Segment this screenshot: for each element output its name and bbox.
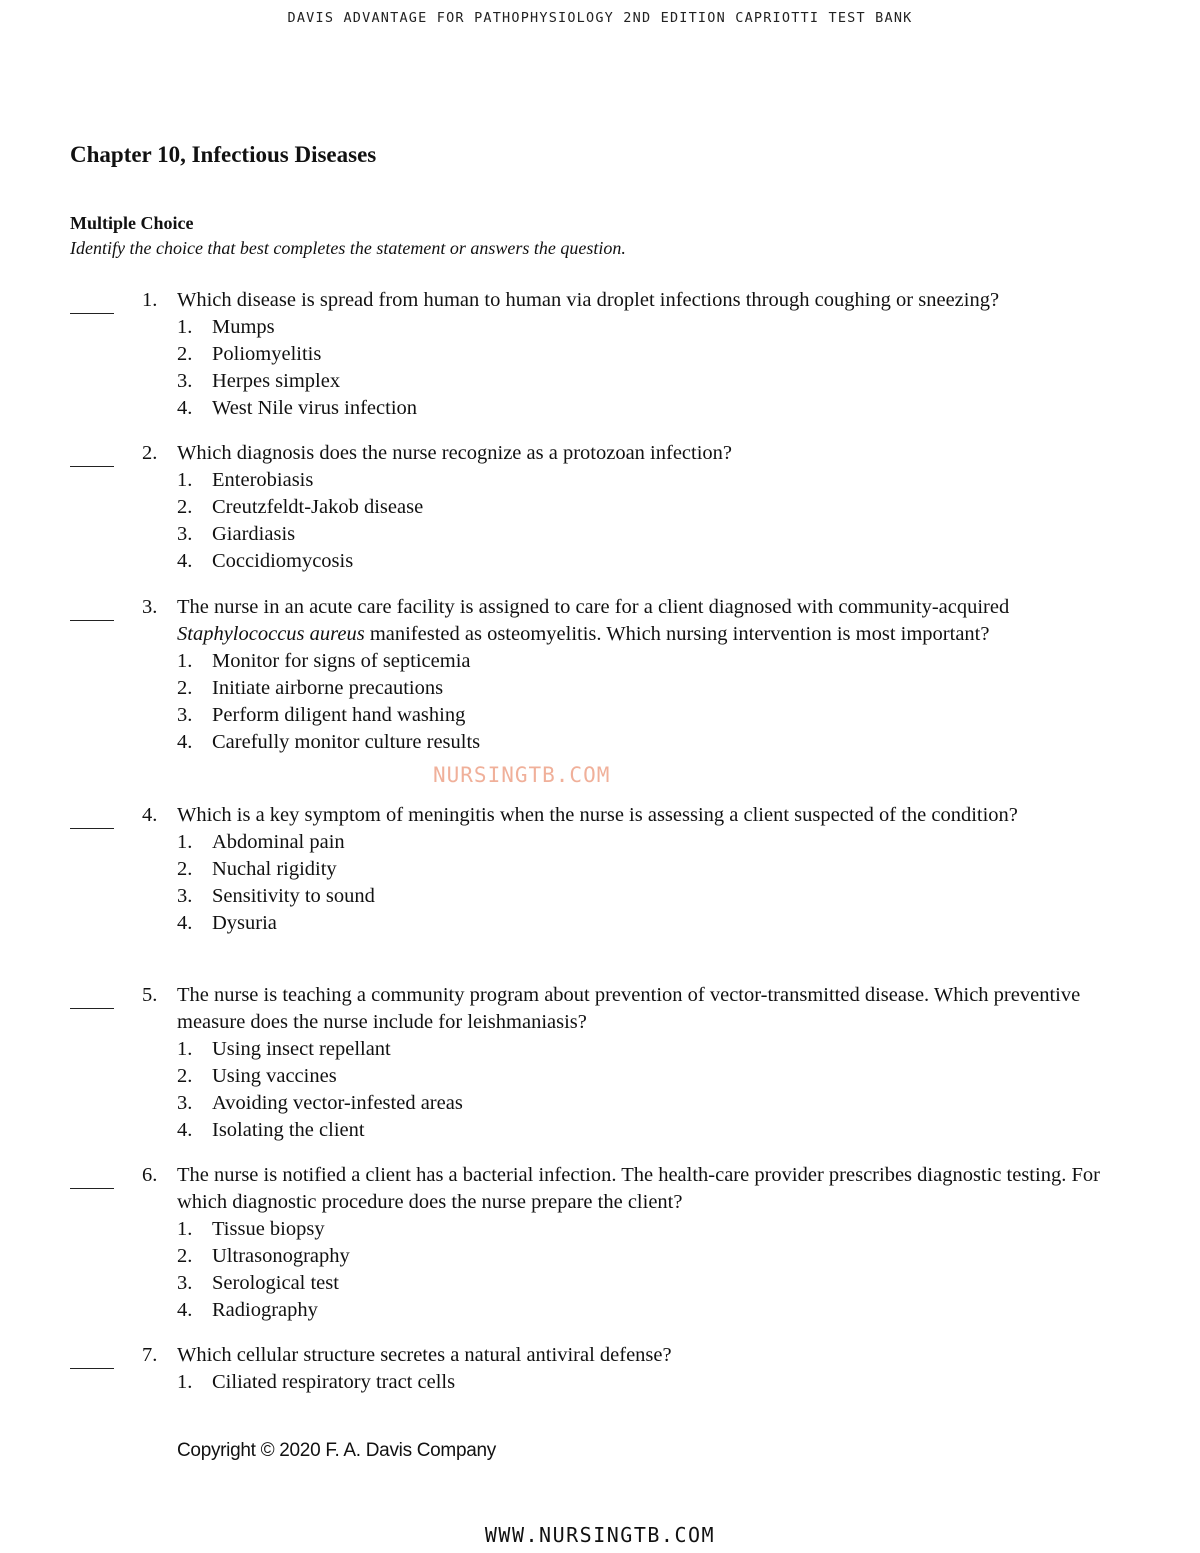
page-header: DAVIS ADVANTAGE FOR PATHOPHYSIOLOGY 2ND EDITION CAPRIOTTI TEST BANK (287, 10, 913, 26)
option-text: Monitor for signs of septicemia (212, 650, 471, 672)
option-text: Radiography (212, 1299, 318, 1321)
options-list (177, 829, 1140, 937)
option (177, 1369, 1140, 1396)
option-number: 2. (177, 1065, 193, 1087)
option-text: Serological test (212, 1272, 339, 1294)
question-text: Which is a key symptom of meningitis when the nurse is assessing a client suspected of the condition? (177, 804, 1018, 826)
option-text: Carefully monitor culture results (212, 731, 481, 753)
option (177, 368, 1140, 395)
option (177, 883, 1140, 910)
answer-blank[interactable] (70, 1162, 114, 1189)
question-5 (70, 982, 1140, 1144)
option-number: 3. (177, 885, 193, 907)
question-1 (70, 287, 1140, 422)
options-list (177, 1036, 1140, 1144)
option (177, 467, 1140, 494)
option-text: Initiate airborne precautions (212, 677, 444, 699)
question-text-part: manifested as osteomyelitis. Which nursing intervention is most important? (364, 623, 990, 645)
option-text: Isolating the client (212, 1119, 365, 1141)
option-number: 1. (177, 316, 193, 338)
option (177, 548, 1140, 575)
page-footer: WWW.NURSINGTB.COM (484, 1523, 716, 1547)
option (177, 521, 1140, 548)
option-text: Poliomyelitis (212, 343, 322, 365)
option-number: 2. (177, 1245, 193, 1267)
option-text: Perform diligent hand washing (212, 704, 466, 726)
option-number: 1. (177, 1371, 193, 1393)
watermark: NURSINGTB.COM (433, 763, 611, 787)
option-text: Ciliated respiratory tract cells (212, 1371, 456, 1393)
options-list (177, 314, 1140, 422)
question-6 (70, 1162, 1140, 1324)
option-number: 3. (177, 704, 193, 726)
question-text: The nurse is teaching a community program about prevention of vector-transmitted disease. Which preventive measure does the nurse include for leishmaniasis? (177, 984, 1081, 1033)
option (177, 1117, 1140, 1144)
option (177, 910, 1140, 937)
option-text: Using insect repellant (212, 1038, 391, 1060)
option-number: 3. (177, 523, 193, 545)
option-text: West Nile virus infection (212, 397, 418, 419)
question-text: Which cellular structure secretes a natural antiviral defense? (177, 1344, 672, 1366)
organism-name: Staphylococcus aureus (177, 623, 365, 645)
option (177, 395, 1140, 422)
option-number: 1. (177, 1218, 193, 1240)
option-number: 1. (177, 1038, 193, 1060)
option (177, 675, 1140, 702)
answer-blank[interactable] (70, 802, 114, 829)
instructions: Identify the choice that best completes the statement or answers the question. (70, 238, 626, 258)
chapter-title: Chapter 10, Infectious Diseases (70, 142, 377, 167)
question-text (177, 594, 1027, 648)
option-number: 2. (177, 858, 193, 880)
question-text: Which disease is spread from human to human via droplet infections through coughing or sneezing? (177, 289, 1000, 311)
option-text: Dysuria (212, 912, 277, 934)
question-number: 6. (142, 1164, 158, 1186)
option (177, 829, 1140, 856)
question-4 (70, 802, 1140, 937)
option (177, 702, 1140, 729)
option (177, 1297, 1140, 1324)
option-number: 4. (177, 550, 193, 572)
option-text: Creutzfeldt-Jakob disease (212, 496, 424, 518)
option (177, 494, 1140, 521)
section-title: Multiple Choice (70, 213, 194, 233)
option-text: Herpes simplex (212, 370, 341, 392)
option-number: 4. (177, 731, 193, 753)
question-text-part: The nurse in an acute care facility is assigned to care for a client diagnosed with community-acquired (177, 596, 1010, 618)
question-text: The nurse is notified a client has a bacterial infection. The health-care provider prescribes diagnostic testing. For which diagnostic procedure does the nurse prepare the client? (177, 1164, 1100, 1213)
question-text: Which diagnosis does the nurse recognize as a protozoan infection? (177, 442, 733, 464)
option-text: Giardiasis (212, 523, 296, 545)
option (177, 648, 1140, 675)
option-text: Tissue biopsy (212, 1218, 325, 1240)
question-number: 3. (142, 596, 158, 618)
options-list (177, 1216, 1140, 1324)
option-number: 2. (177, 677, 193, 699)
option-number: 4. (177, 1299, 193, 1321)
option (177, 1216, 1140, 1243)
option (177, 1063, 1140, 1090)
option-number: 4. (177, 397, 193, 419)
option (177, 314, 1140, 341)
option-number: 4. (177, 1119, 193, 1141)
question-number: 2. (142, 442, 158, 464)
question-number: 5. (142, 984, 158, 1006)
option-number: 2. (177, 343, 193, 365)
option-text: Enterobiasis (212, 469, 314, 491)
options-list (177, 648, 1140, 756)
option (177, 1090, 1140, 1117)
option-number: 3. (177, 1092, 193, 1114)
option-text: Avoiding vector-infested areas (212, 1092, 463, 1114)
option-number: 3. (177, 370, 193, 392)
option-text: Nuchal rigidity (212, 858, 337, 880)
question-number: 1. (142, 289, 158, 311)
option-number: 1. (177, 469, 193, 491)
option (177, 856, 1140, 883)
option (177, 729, 1140, 756)
options-list (177, 1369, 1140, 1396)
option (177, 341, 1140, 368)
answer-blank[interactable] (70, 1342, 114, 1369)
answer-blank[interactable] (70, 287, 114, 314)
option-number: 4. (177, 912, 193, 934)
question-7 (70, 1342, 1140, 1396)
option (177, 1243, 1140, 1270)
option-number: 1. (177, 650, 193, 672)
option-text: Mumps (212, 316, 275, 338)
option-text: Sensitivity to sound (212, 885, 375, 907)
question-3 (70, 594, 1140, 756)
option-text: Abdominal pain (212, 831, 345, 853)
question-number: 7. (142, 1344, 158, 1366)
answer-blank[interactable] (70, 440, 114, 467)
option (177, 1270, 1140, 1297)
question-number: 4. (142, 804, 158, 826)
option-number: 3. (177, 1272, 193, 1294)
options-list (177, 467, 1140, 575)
option-text: Using vaccines (212, 1065, 337, 1087)
option-number: 2. (177, 496, 193, 518)
option (177, 1036, 1140, 1063)
question-2 (70, 440, 1140, 575)
answer-blank[interactable] (70, 982, 114, 1009)
option-text: Coccidiomycosis (212, 550, 354, 572)
copyright-notice: Copyright © 2020 F. A. Davis Company (177, 1440, 496, 1461)
option-number: 1. (177, 831, 193, 853)
option-text: Ultrasonography (212, 1245, 350, 1267)
answer-blank[interactable] (70, 594, 114, 621)
